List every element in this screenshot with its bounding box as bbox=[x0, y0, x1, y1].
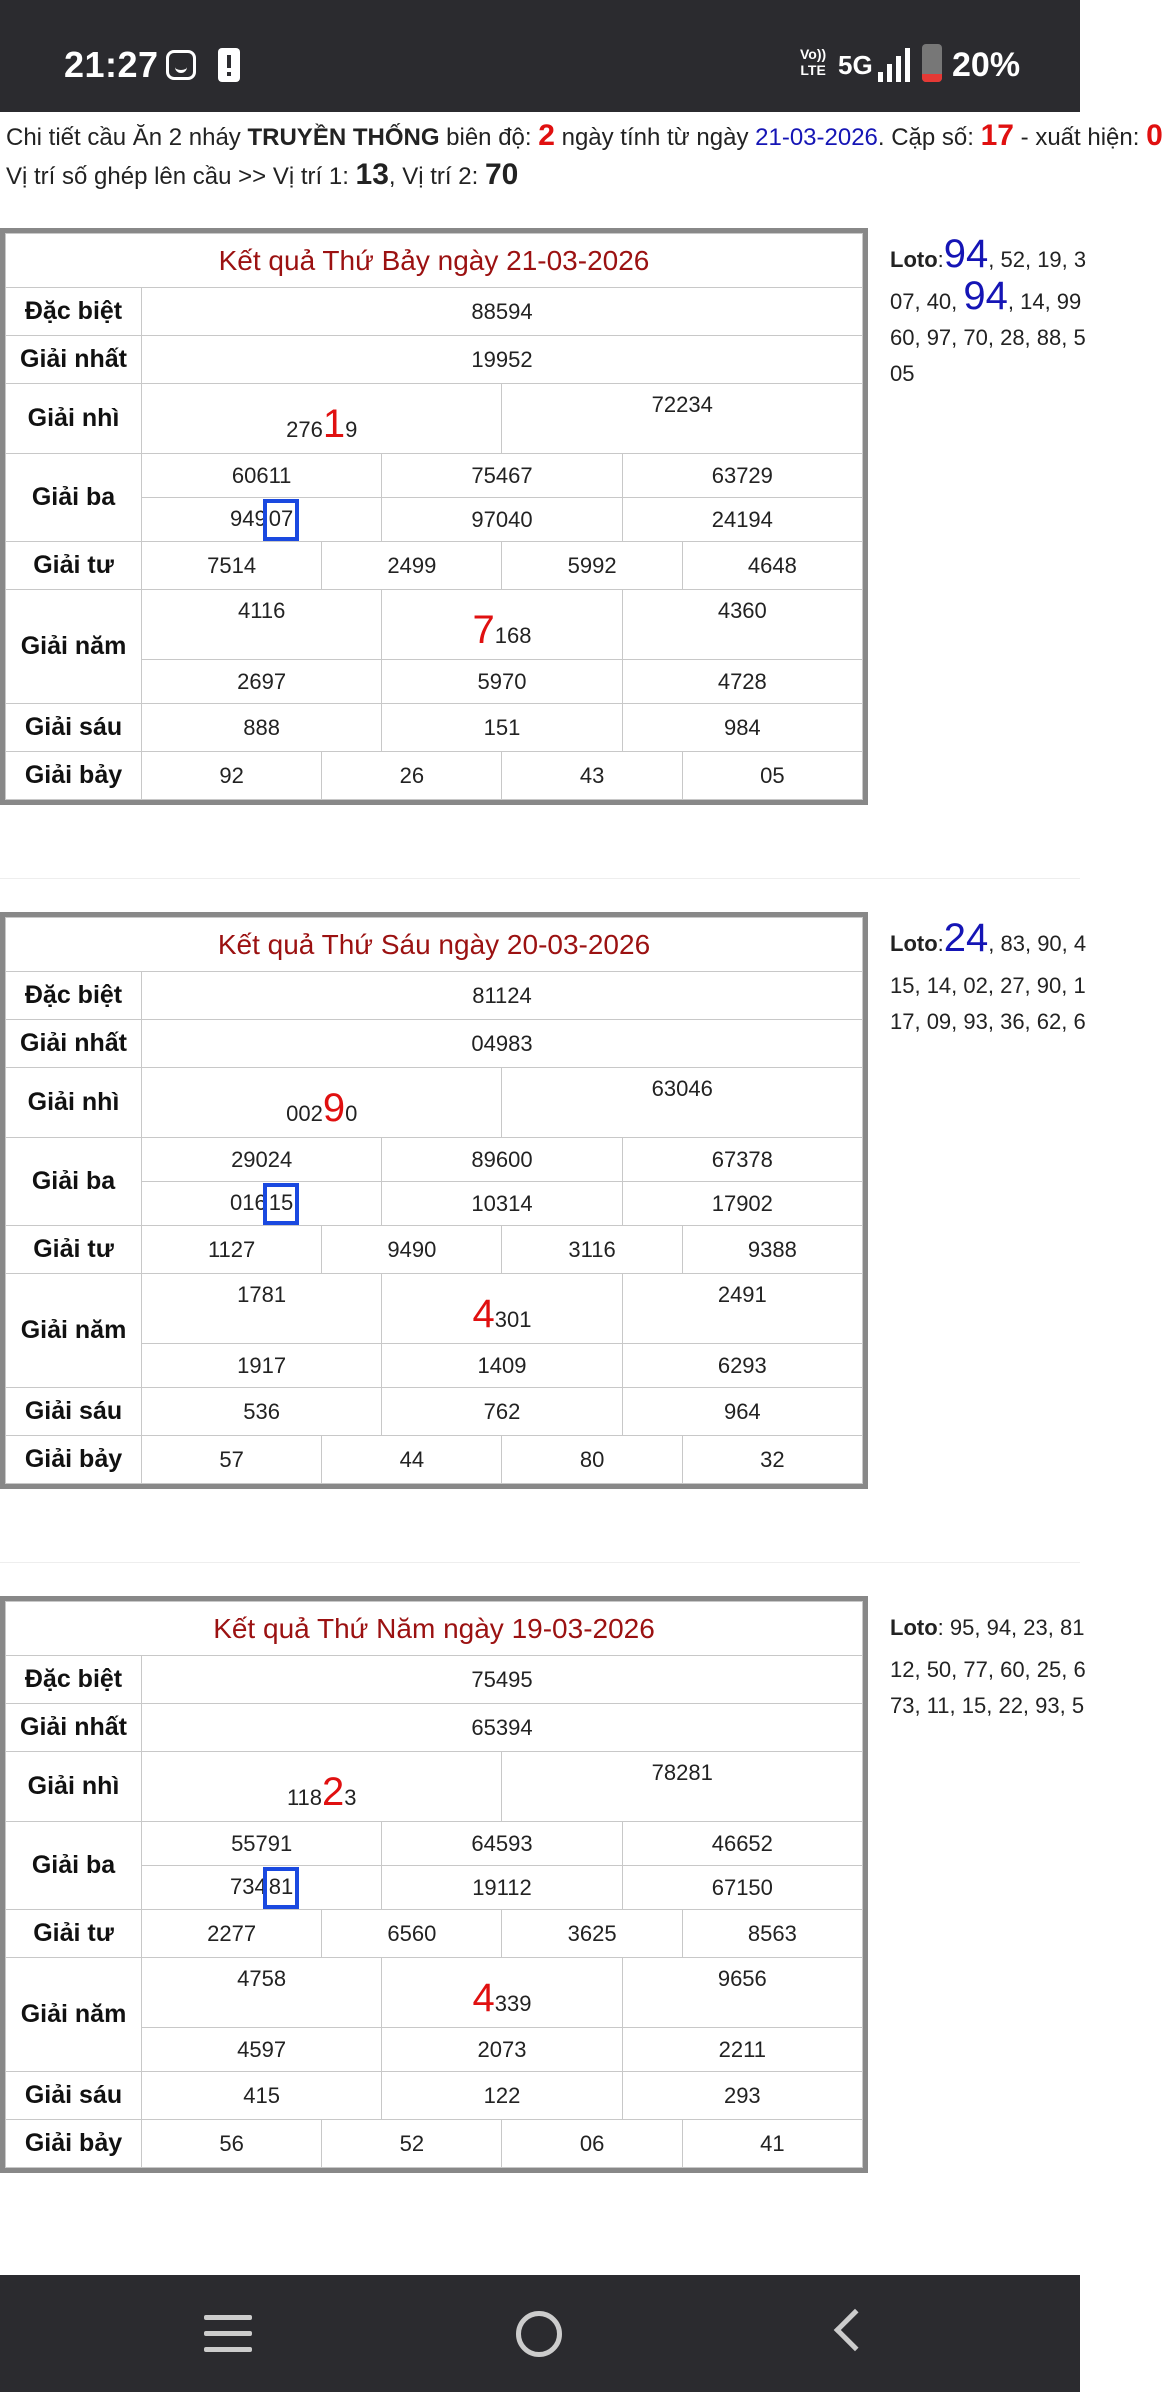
prize-g5-2: 4339 bbox=[382, 1958, 622, 2028]
prize-g2-a: 00290 bbox=[142, 1068, 502, 1138]
prize-g5-2: 7168 bbox=[382, 590, 622, 660]
info-appear-label: - xuất hiện: bbox=[1020, 124, 1140, 151]
info-start-date: 21-03-2026 bbox=[755, 124, 878, 151]
prize-g7-2: 26 bbox=[322, 752, 502, 800]
result-table bbox=[0, 1596, 868, 2173]
prize-db: 88594 bbox=[142, 288, 863, 336]
label-db: Đặc biệt bbox=[6, 1656, 142, 1704]
info-days-label: ngày tính từ ngày bbox=[561, 124, 749, 151]
label-g5: Giải năm bbox=[6, 1958, 142, 2072]
prize-g4-2: 6560 bbox=[322, 1910, 502, 1958]
prize-g5-4: 4597 bbox=[142, 2028, 382, 2072]
prize-g5-1: 4116 bbox=[142, 590, 382, 660]
pos1-label: Vị trí số ghép lên cầu >> Vị trí 1: bbox=[6, 163, 349, 190]
label-g4: Giải tư bbox=[6, 542, 142, 590]
prize-g5-4: 1917 bbox=[142, 1344, 382, 1388]
prize-g7-1: 56 bbox=[142, 2120, 322, 2168]
prize-g3-3: 46652 bbox=[622, 1822, 862, 1866]
label-g7: Giải bảy bbox=[6, 752, 142, 800]
prize-db: 81124 bbox=[142, 972, 863, 1020]
alert-icon bbox=[218, 48, 240, 82]
label-g2: Giải nhì bbox=[6, 384, 142, 454]
home-button[interactable] bbox=[516, 2311, 562, 2357]
label-g6: Giải sáu bbox=[6, 2072, 142, 2120]
prize-g7-2: 52 bbox=[322, 2120, 502, 2168]
label-g4: Giải tư bbox=[6, 1910, 142, 1958]
prize-g5-6: 6293 bbox=[622, 1344, 862, 1388]
pos2-value: 70 bbox=[484, 158, 519, 191]
recent-apps-button[interactable] bbox=[204, 2315, 252, 2353]
battery-fill bbox=[922, 74, 942, 82]
prize-g4-4: 4648 bbox=[682, 542, 862, 590]
prize-g7-1: 57 bbox=[142, 1436, 322, 1484]
loto-panel: Loto:94, 52, 19, 3 07, 40, 94, 14, 99 60, 97, 70, 28, 88, 5 05 bbox=[890, 232, 1087, 386]
result-title: Kết quả Thứ Năm ngày 19-03-2026 bbox=[6, 1602, 863, 1656]
label-g1: Giải nhất bbox=[6, 1020, 142, 1068]
prize-g5-3: 4360 bbox=[622, 590, 862, 660]
prize-g4-3: 5992 bbox=[502, 542, 682, 590]
label-g6: Giải sáu bbox=[6, 704, 142, 752]
label-g3: Giải ba bbox=[6, 1138, 142, 1226]
prize-g5-6: 4728 bbox=[622, 660, 862, 704]
label-g5: Giải năm bbox=[6, 1274, 142, 1388]
result-table bbox=[0, 228, 868, 805]
prize-g6-3: 964 bbox=[622, 1388, 862, 1436]
back-button[interactable] bbox=[834, 2309, 876, 2351]
prize-g5-5: 1409 bbox=[382, 1344, 622, 1388]
prize-g3-5: 97040 bbox=[382, 498, 622, 542]
notification-face-icon bbox=[166, 50, 196, 80]
prize-g3-3: 63729 bbox=[622, 454, 862, 498]
navigation-bar bbox=[0, 2275, 1080, 2392]
prize-g3-4: 01615 bbox=[142, 1182, 382, 1226]
prize-g7-1: 92 bbox=[142, 752, 322, 800]
prize-g4-3: 3625 bbox=[502, 1910, 682, 1958]
prize-g6-1: 415 bbox=[142, 2072, 382, 2120]
bridge-highlight: 81 bbox=[263, 1867, 299, 1909]
prize-g4-2: 9490 bbox=[322, 1226, 502, 1274]
prize-g3-1: 55791 bbox=[142, 1822, 382, 1866]
prize-g3-1: 60611 bbox=[142, 454, 382, 498]
prize-g3-4: 94907 bbox=[142, 498, 382, 542]
prize-g7-2: 44 bbox=[322, 1436, 502, 1484]
prize-g5-6: 2211 bbox=[622, 2028, 862, 2072]
prize-g4-2: 2499 bbox=[322, 542, 502, 590]
result-title: Kết quả Thứ Sáu ngày 20-03-2026 bbox=[6, 918, 863, 972]
prize-g4-1: 1127 bbox=[142, 1226, 322, 1274]
label-g4: Giải tư bbox=[6, 1226, 142, 1274]
network-type: 5G bbox=[838, 50, 873, 80]
label-db: Đặc biệt bbox=[6, 288, 142, 336]
prize-g5-5: 2073 bbox=[382, 2028, 622, 2072]
prize-g6-2: 122 bbox=[382, 2072, 622, 2120]
prize-g6-2: 762 bbox=[382, 1388, 622, 1436]
info-amplitude: 2 bbox=[538, 119, 555, 152]
prize-g5-1: 1781 bbox=[142, 1274, 382, 1344]
info-pair-label: . Cặp số: bbox=[877, 124, 974, 151]
info-type: TRUYỀN THỐNG bbox=[247, 124, 440, 151]
prize-g6-2: 151 bbox=[382, 704, 622, 752]
prize-g2-a: 27619 bbox=[142, 384, 502, 454]
prize-g7-4: 05 bbox=[682, 752, 862, 800]
volte-icon: Vo)) LTE bbox=[800, 46, 827, 78]
pos2-label: , Vị trí 2: bbox=[388, 163, 479, 190]
prize-g4-1: 2277 bbox=[142, 1910, 322, 1958]
prize-g3-2: 89600 bbox=[382, 1138, 622, 1182]
label-g7: Giải bảy bbox=[6, 1436, 142, 1484]
prize-g6-3: 984 bbox=[622, 704, 862, 752]
prize-g1: 04983 bbox=[142, 1020, 863, 1068]
prize-g4-4: 8563 bbox=[682, 1910, 862, 1958]
prize-g5-2: 4301 bbox=[382, 1274, 622, 1344]
status-bar bbox=[0, 0, 1080, 112]
bridge-highlight: 15 bbox=[263, 1183, 299, 1225]
prize-g3-6: 17902 bbox=[622, 1182, 862, 1226]
prize-g4-1: 7514 bbox=[142, 542, 322, 590]
label-g1: Giải nhất bbox=[6, 1704, 142, 1752]
prize-g5-4: 2697 bbox=[142, 660, 382, 704]
prize-db: 75495 bbox=[142, 1656, 863, 1704]
prize-g3-6: 24194 bbox=[622, 498, 862, 542]
pos1-value: 13 bbox=[355, 158, 389, 191]
prize-g3-4: 73481 bbox=[142, 1866, 382, 1910]
info-prefix: Chi tiết cầu Ăn 2 nháy bbox=[6, 124, 241, 151]
prize-g5-5: 5970 bbox=[382, 660, 622, 704]
battery-percent: 20% bbox=[952, 46, 1021, 84]
info-amplitude-label: biên độ: bbox=[446, 124, 532, 151]
loto-panel: Loto:24, 83, 90, 4 15, 14, 02, 27, 90, 1 17, 09, 93, 36, 62, 6 bbox=[890, 916, 1087, 1034]
position-line bbox=[6, 158, 518, 194]
prize-g2-a: 11823 bbox=[142, 1752, 502, 1822]
label-g2: Giải nhì bbox=[6, 1068, 142, 1138]
prize-g5-3: 2491 bbox=[622, 1274, 862, 1344]
prize-g2-b: 78281 bbox=[502, 1752, 863, 1822]
clock: 21:27 bbox=[64, 44, 159, 85]
label-g7: Giải bảy bbox=[6, 2120, 142, 2168]
label-db: Đặc biệt bbox=[6, 972, 142, 1020]
prize-g2-b: 63046 bbox=[502, 1068, 863, 1138]
loto-panel: Loto: 95, 94, 23, 81 12, 50, 77, 60, 25, 6 73, 11, 15, 22, 93, 5 bbox=[890, 1615, 1086, 1718]
signal-icon bbox=[878, 48, 910, 82]
prize-g7-4: 41 bbox=[682, 2120, 862, 2168]
prize-g1: 19952 bbox=[142, 336, 863, 384]
prize-g1: 65394 bbox=[142, 1704, 863, 1752]
label-g1: Giải nhất bbox=[6, 336, 142, 384]
prize-g3-5: 19112 bbox=[382, 1866, 622, 1910]
prize-g3-2: 64593 bbox=[382, 1822, 622, 1866]
loto-highlight: 94 bbox=[943, 232, 989, 276]
label-g3: Giải ba bbox=[6, 1822, 142, 1910]
prize-g4-3: 3116 bbox=[502, 1226, 682, 1274]
separator bbox=[0, 878, 1080, 879]
bridge-detail-line bbox=[6, 120, 1163, 154]
info-pair-value: 17 bbox=[980, 119, 1014, 152]
label-g6: Giải sáu bbox=[6, 1388, 142, 1436]
label-g5: Giải năm bbox=[6, 590, 142, 704]
prize-g3-6: 67150 bbox=[622, 1866, 862, 1910]
bridge-highlight: 07 bbox=[263, 499, 299, 541]
separator bbox=[0, 1562, 1080, 1563]
label-g2: Giải nhì bbox=[6, 1752, 142, 1822]
info-appear-value: 0 bbox=[1146, 119, 1163, 152]
prize-g7-4: 32 bbox=[682, 1436, 862, 1484]
prize-g5-3: 9656 bbox=[622, 1958, 862, 2028]
prize-g7-3: 43 bbox=[502, 752, 682, 800]
result-table bbox=[0, 912, 868, 1489]
prize-g3-2: 75467 bbox=[382, 454, 622, 498]
prize-g3-1: 29024 bbox=[142, 1138, 382, 1182]
prize-g6-3: 293 bbox=[622, 2072, 862, 2120]
battery-icon bbox=[922, 44, 942, 82]
prize-g3-5: 10314 bbox=[382, 1182, 622, 1226]
prize-g7-3: 80 bbox=[502, 1436, 682, 1484]
result-title: Kết quả Thứ Bảy ngày 21-03-2026 bbox=[6, 234, 863, 288]
loto-highlight: 24 bbox=[943, 916, 989, 960]
label-g3: Giải ba bbox=[6, 454, 142, 542]
prize-g4-4: 9388 bbox=[682, 1226, 862, 1274]
prize-g3-3: 67378 bbox=[622, 1138, 862, 1182]
prize-g5-1: 4758 bbox=[142, 1958, 382, 2028]
prize-g6-1: 536 bbox=[142, 1388, 382, 1436]
prize-g2-b: 72234 bbox=[502, 384, 863, 454]
prize-g7-3: 06 bbox=[502, 2120, 682, 2168]
prize-g6-1: 888 bbox=[142, 704, 382, 752]
